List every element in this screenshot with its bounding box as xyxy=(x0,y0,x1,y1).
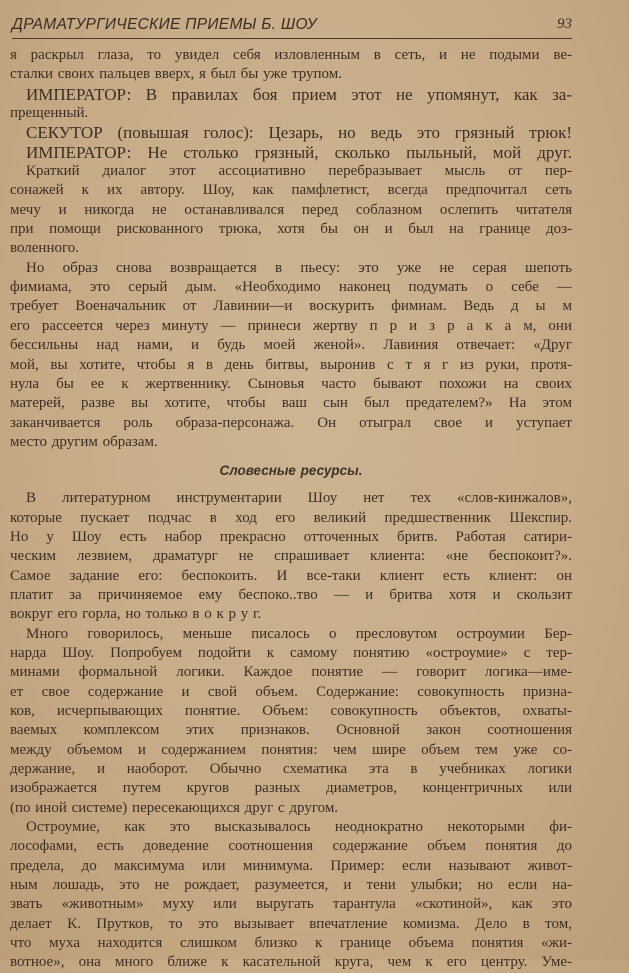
text-line: нула бы ее к жертвеннику. Сыновья часто бывают похожи на своих xyxy=(10,375,572,392)
text-line: Остроумие, как это высказывалось неоднократно некоторыми фи- xyxy=(26,819,572,836)
text-line: прещенный. xyxy=(10,105,89,122)
page-body-text xyxy=(10,46,572,973)
text-line: вотное», она много ближе к касательной круга, чем к его центру. Уме- xyxy=(10,954,572,971)
text-line: (по иной системе) пересекающихся друг с другом. xyxy=(10,799,339,816)
text-line: Краткий диалог этот ассоциативно перебразывает мысль от пер- xyxy=(26,163,572,180)
text-line: ваемых комплексом этих признаков. Основной закон соотношения xyxy=(10,722,572,739)
text-line: нарда Шоу. Попробуем подойти к самому понятию «остроумие» с тер- xyxy=(10,644,572,661)
text-line: Но у Шоу есть набор прекрасно отточенных бритв. Работая сатири- xyxy=(10,528,572,545)
text-line: ным лошадь, это не рождает, разумеется, и тени улыбки; но если на- xyxy=(10,877,572,894)
running-title: ДРАМАТУРГИЧЕСКИЕ ПРИЕМЫ Б. ШОУ xyxy=(12,16,317,33)
text-line: ческим лезвием, драматург не спрашивает клиента: «не беспокоит?». xyxy=(10,548,572,565)
running-header xyxy=(12,12,572,39)
text-line: ет свое содержание и свой объем. Содержание: совокупность призна- xyxy=(10,683,572,700)
text-line: сонажей к их автору. Шоу, как памфлетист, всегда предпочитал сеть xyxy=(10,182,572,199)
text-line: держание, и наоборот. Обычно схематика эта в учебниках логики xyxy=(10,761,572,778)
section-heading: Словесные ресурсы. xyxy=(219,463,363,479)
text-line: мой, вы хотите, чтобы я в день битвы, выронив с т я г из руки, протя- xyxy=(10,356,572,373)
text-line: ИМПЕРАТОР: Не столько грязный, сколько пыльный, мой друг. xyxy=(26,142,572,162)
text-line: минами формальной логики. Каждое понятие — говорит логика—име- xyxy=(10,664,572,681)
text-line: лософами, есть доведение соотношения содержание объем понятия до xyxy=(10,838,572,855)
text-line: Много говорилось, меньше писалось о пресловутом остроумии Бер- xyxy=(26,625,572,642)
text-line: заканчивается роль образа-персонажа. Он отыграл свое и уступает xyxy=(10,414,572,431)
text-line: я раскрыл глаза, то увидел себя изловленным в сеть, и не подыми ве- xyxy=(10,47,572,63)
page-number: 93 xyxy=(557,16,572,32)
text-line: его рассеется через минуту — принеси жертву п р и з р а к а м, они xyxy=(10,317,572,334)
text-line: требует Военачальник от Лавинии—и воскурить фимиам. Ведь д ы м xyxy=(10,298,572,315)
text-line: при помощи рискованного трюка, хотя бы он и был на границе доз- xyxy=(10,221,572,238)
text-line: ков, исчерпывающих понятие. Объем: совокупность объектов, охваты- xyxy=(10,703,572,719)
text-line: изображается путем кругов разных диаметров, концентричных или xyxy=(10,780,572,797)
text-line: фимиама, это серый дым. «Необходимо наконец подумать о себе — xyxy=(10,279,572,296)
text-line: Самое задание его: беспокоить. И все-таки клиент есть клиент: он xyxy=(10,567,572,584)
text-line: Но образ снова возвращается в пьесу: это уже не серая шепоть xyxy=(26,259,572,276)
text-line: делает К. Прутков, то это вызывает впечатление комизма. Дело в том, xyxy=(10,915,572,932)
text-line: место другим образам. xyxy=(10,433,158,450)
text-line: ИМПЕРАТОР: В правилах боя прием этот не упомянут, как за- xyxy=(26,84,572,104)
text-line: СЕКУТОР (повышая голос): Цезарь, но ведь это грязный трюк! xyxy=(26,123,572,143)
text-line: матерей, разве вы хотите, чтобы ваш сын был предателем?» На этом xyxy=(10,395,572,412)
text-line: воленного. xyxy=(10,240,80,257)
text-line: предела, до максимума или минимума. Пример: если называют живот- xyxy=(10,857,572,874)
text-line: мечу и никогда не останавливался перед соблазном ослепить читателя xyxy=(10,201,572,218)
text-line: сталки своих пальцев вверх, я был бы уже трупом. xyxy=(10,66,343,83)
text-line: В литературном инструментарии Шоу нет тех «слов-кинжалов», xyxy=(26,490,572,507)
text-line: платит за причиняемое ему беспоко..тво — и бритва хотя и скользит xyxy=(10,586,572,603)
text-line: вокруг его горла, но только в о к р у г. xyxy=(10,606,262,623)
text-line: бессильны над нами, и будь моей женой». Лавиния отвечает: «Друг xyxy=(10,337,572,354)
text-line: звать «животным» муху или выругать тарантула «скотиной», как это xyxy=(10,896,572,913)
text-line: которые пускает подчас в ход его великий предшественник Шекспир. xyxy=(10,509,572,526)
text-line: между объемом и содержанием понятия: чем шире объем тем уже со- xyxy=(10,741,572,758)
text-line: что муха находится слишком близко к границе объема понятия «жи- xyxy=(10,935,572,952)
